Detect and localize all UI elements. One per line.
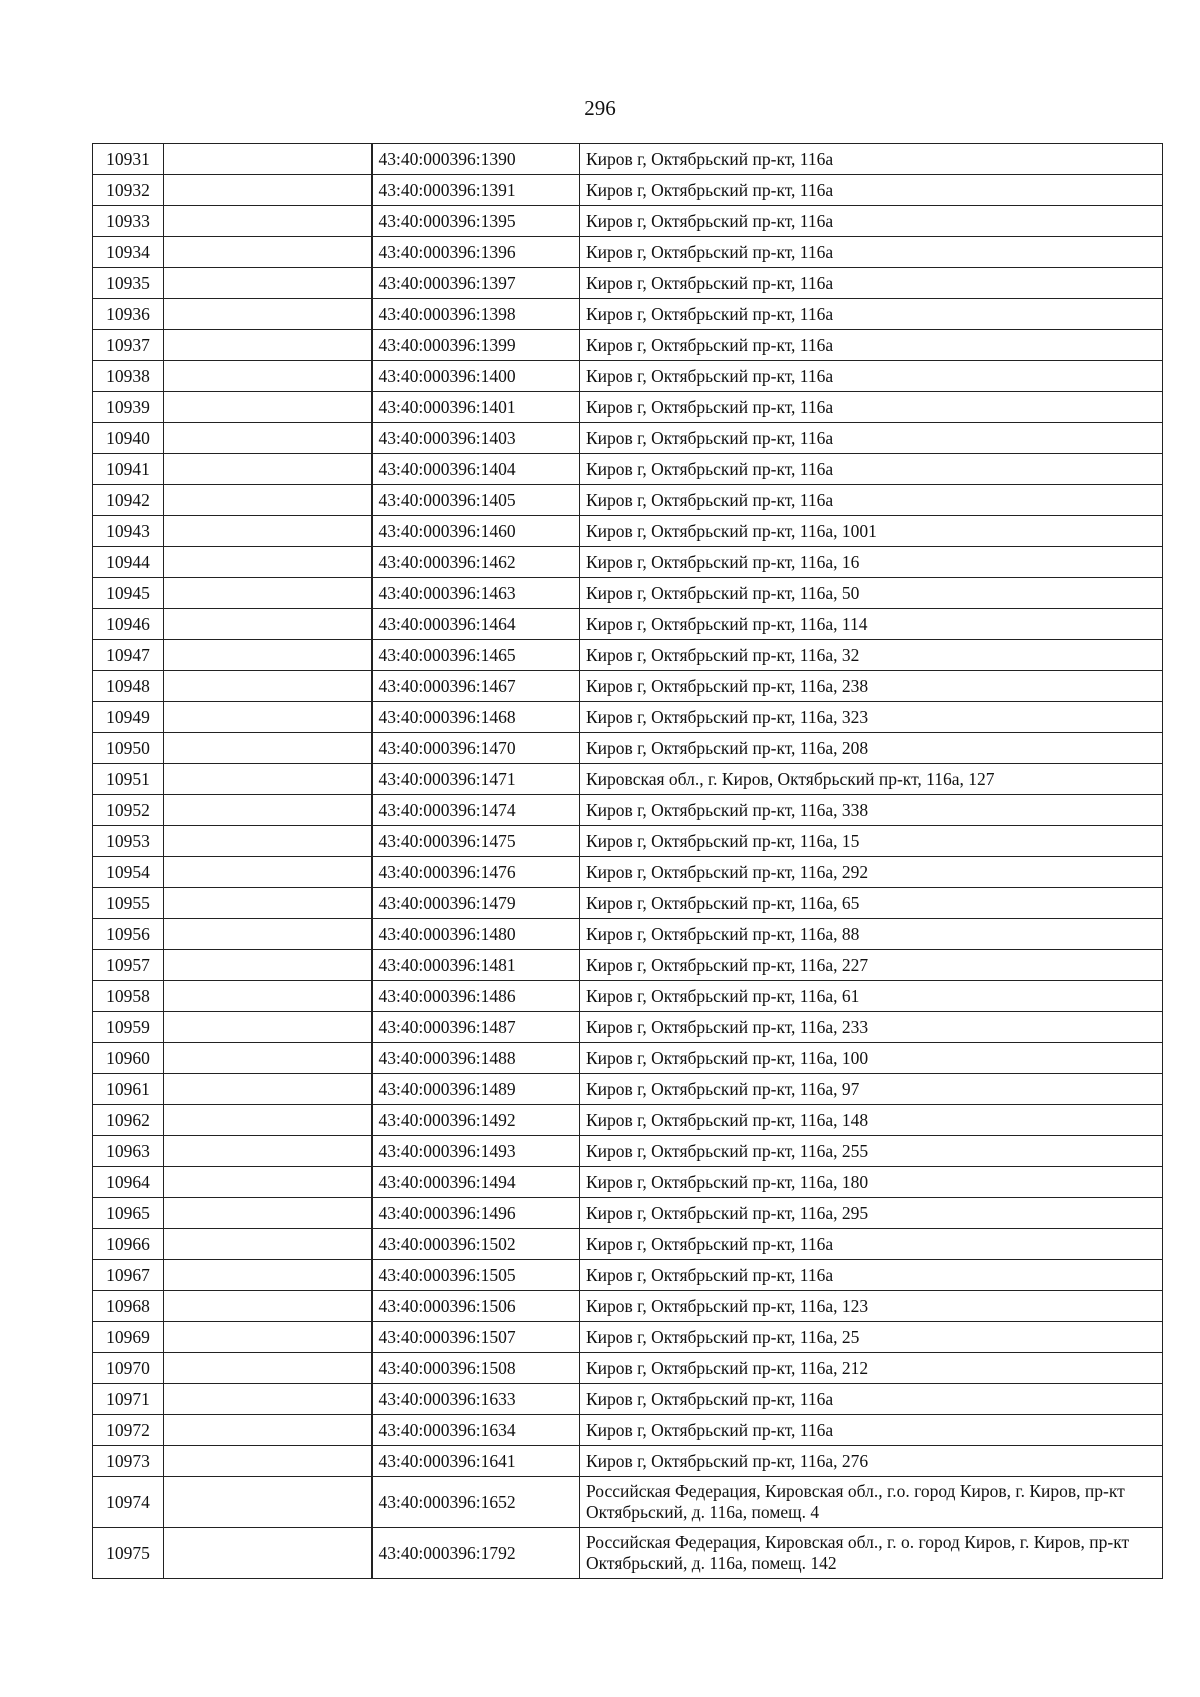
cadastral-number-cell: 43:40:000396:1476 <box>372 857 580 888</box>
address-cell: Киров г, Октябрьский пр-кт, 116а <box>580 392 1163 423</box>
table-row <box>93 1322 1163 1353</box>
table-row <box>93 392 1163 423</box>
cadastral-number-cell: 43:40:000396:1399 <box>372 330 580 361</box>
row-number-cell: 10942 <box>93 485 164 516</box>
address-cell: Киров г, Октябрьский пр-кт, 116а, 100 <box>580 1043 1163 1074</box>
address-cell: Киров г, Октябрьский пр-кт, 116а, 148 <box>580 1105 1163 1136</box>
address-cell: Киров г, Октябрьский пр-кт, 116а, 15 <box>580 826 1163 857</box>
empty-cell <box>164 1528 372 1579</box>
row-number-cell: 10952 <box>93 795 164 826</box>
empty-cell <box>164 516 372 547</box>
address-cell: Киров г, Октябрьский пр-кт, 116а <box>580 237 1163 268</box>
row-number-cell: 10957 <box>93 950 164 981</box>
table-row <box>93 1136 1163 1167</box>
address-cell: Киров г, Октябрьский пр-кт, 116а, 238 <box>580 671 1163 702</box>
cadastral-number-cell: 43:40:000396:1634 <box>372 1415 580 1446</box>
table-row <box>93 299 1163 330</box>
empty-cell <box>164 1353 372 1384</box>
row-number-cell: 10964 <box>93 1167 164 1198</box>
cadastral-number-cell: 43:40:000396:1487 <box>372 1012 580 1043</box>
address-cell: Киров г, Октябрьский пр-кт, 116а, 212 <box>580 1353 1163 1384</box>
row-number-cell: 10946 <box>93 609 164 640</box>
table-row <box>93 330 1163 361</box>
empty-cell <box>164 1384 372 1415</box>
row-number-cell: 10975 <box>93 1528 164 1579</box>
address-cell: Киров г, Октябрьский пр-кт, 116а, 50 <box>580 578 1163 609</box>
cadastral-number-cell: 43:40:000396:1405 <box>372 485 580 516</box>
address-cell: Киров г, Октябрьский пр-кт, 116а <box>580 1384 1163 1415</box>
empty-cell <box>164 671 372 702</box>
row-number-cell: 10953 <box>93 826 164 857</box>
cadastral-number-cell: 43:40:000396:1496 <box>372 1198 580 1229</box>
table-row <box>93 361 1163 392</box>
row-number-cell: 10948 <box>93 671 164 702</box>
empty-cell <box>164 795 372 826</box>
table-body <box>93 144 1163 1579</box>
empty-cell <box>164 485 372 516</box>
address-cell: Киров г, Октябрьский пр-кт, 116а, 123 <box>580 1291 1163 1322</box>
empty-cell <box>164 1229 372 1260</box>
table-row <box>93 1074 1163 1105</box>
empty-cell <box>164 299 372 330</box>
empty-cell <box>164 733 372 764</box>
empty-cell <box>164 392 372 423</box>
cadastral-number-cell: 43:40:000396:1465 <box>372 640 580 671</box>
row-number-cell: 10966 <box>93 1229 164 1260</box>
cadastral-number-cell: 43:40:000396:1471 <box>372 764 580 795</box>
table-row <box>93 1167 1163 1198</box>
table-row <box>93 919 1163 950</box>
empty-cell <box>164 1446 372 1477</box>
cadastral-number-cell: 43:40:000396:1481 <box>372 950 580 981</box>
address-cell: Киров г, Октябрьский пр-кт, 116а, 32 <box>580 640 1163 671</box>
address-cell: Киров г, Октябрьский пр-кт, 116а <box>580 206 1163 237</box>
empty-cell <box>164 857 372 888</box>
table-row <box>93 1353 1163 1384</box>
address-cell: Киров г, Октябрьский пр-кт, 116а, 233 <box>580 1012 1163 1043</box>
row-number-cell: 10938 <box>93 361 164 392</box>
table-row <box>93 826 1163 857</box>
cadastral-number-cell: 43:40:000396:1391 <box>372 175 580 206</box>
cadastral-number-cell: 43:40:000396:1475 <box>372 826 580 857</box>
cadastral-number-cell: 43:40:000396:1488 <box>372 1043 580 1074</box>
cadastral-number-cell: 43:40:000396:1492 <box>372 1105 580 1136</box>
row-number-cell: 10958 <box>93 981 164 1012</box>
address-cell: Киров г, Октябрьский пр-кт, 116а, 88 <box>580 919 1163 950</box>
cadastral-number-cell: 43:40:000396:1505 <box>372 1260 580 1291</box>
empty-cell <box>164 1136 372 1167</box>
row-number-cell: 10941 <box>93 454 164 485</box>
row-number-cell: 10947 <box>93 640 164 671</box>
row-number-cell: 10954 <box>93 857 164 888</box>
empty-cell <box>164 981 372 1012</box>
address-cell: Киров г, Октябрьский пр-кт, 116а, 227 <box>580 950 1163 981</box>
address-cell: Киров г, Октябрьский пр-кт, 116а <box>580 1260 1163 1291</box>
table-row <box>93 1291 1163 1322</box>
property-registry-table <box>92 143 1163 1579</box>
empty-cell <box>164 826 372 857</box>
row-number-cell: 10974 <box>93 1477 164 1528</box>
row-number-cell: 10965 <box>93 1198 164 1229</box>
empty-cell <box>164 609 372 640</box>
table-row <box>93 609 1163 640</box>
address-cell: Киров г, Октябрьский пр-кт, 116а <box>580 1229 1163 1260</box>
empty-cell <box>164 1167 372 1198</box>
empty-cell <box>164 1291 372 1322</box>
table-row <box>93 578 1163 609</box>
empty-cell <box>164 454 372 485</box>
table-row <box>93 423 1163 454</box>
cadastral-number-cell: 43:40:000396:1467 <box>372 671 580 702</box>
empty-cell <box>164 330 372 361</box>
row-number-cell: 10931 <box>93 144 164 175</box>
row-number-cell: 10971 <box>93 1384 164 1415</box>
address-cell: Киров г, Октябрьский пр-кт, 116а <box>580 423 1163 454</box>
row-number-cell: 10967 <box>93 1260 164 1291</box>
cadastral-number-cell: 43:40:000396:1390 <box>372 144 580 175</box>
row-number-cell: 10936 <box>93 299 164 330</box>
address-cell: Киров г, Октябрьский пр-кт, 116а, 276 <box>580 1446 1163 1477</box>
table-row <box>93 268 1163 299</box>
cadastral-number-cell: 43:40:000396:1470 <box>372 733 580 764</box>
address-cell: Киров г, Октябрьский пр-кт, 116а, 292 <box>580 857 1163 888</box>
cadastral-number-cell: 43:40:000396:1494 <box>372 1167 580 1198</box>
empty-cell <box>164 361 372 392</box>
row-number-cell: 10969 <box>93 1322 164 1353</box>
table-row <box>93 485 1163 516</box>
table-row <box>93 1012 1163 1043</box>
table-row <box>93 1229 1163 1260</box>
empty-cell <box>164 702 372 733</box>
table-row <box>93 733 1163 764</box>
cadastral-number-cell: 43:40:000396:1792 <box>372 1528 580 1579</box>
cadastral-number-cell: 43:40:000396:1464 <box>372 609 580 640</box>
address-cell: Киров г, Октябрьский пр-кт, 116а, 323 <box>580 702 1163 733</box>
table-row <box>93 1198 1163 1229</box>
table-row <box>93 640 1163 671</box>
address-cell: Киров г, Октябрьский пр-кт, 116а <box>580 268 1163 299</box>
address-cell: Киров г, Октябрьский пр-кт, 116а, 208 <box>580 733 1163 764</box>
cadastral-number-cell: 43:40:000396:1486 <box>372 981 580 1012</box>
row-number-cell: 10963 <box>93 1136 164 1167</box>
row-number-cell: 10934 <box>93 237 164 268</box>
address-cell: Киров г, Октябрьский пр-кт, 116а, 65 <box>580 888 1163 919</box>
empty-cell <box>164 1012 372 1043</box>
address-cell: Киров г, Октябрьский пр-кт, 116а, 255 <box>580 1136 1163 1167</box>
address-cell: Киров г, Октябрьский пр-кт, 116а <box>580 361 1163 392</box>
row-number-cell: 10960 <box>93 1043 164 1074</box>
cadastral-number-cell: 43:40:000396:1460 <box>372 516 580 547</box>
empty-cell <box>164 1415 372 1446</box>
table-row <box>93 454 1163 485</box>
cadastral-number-cell: 43:40:000396:1401 <box>372 392 580 423</box>
address-cell: Киров г, Октябрьский пр-кт, 116а <box>580 485 1163 516</box>
table-row <box>93 1384 1163 1415</box>
table-row <box>93 981 1163 1012</box>
cadastral-number-cell: 43:40:000396:1493 <box>372 1136 580 1167</box>
cadastral-number-cell: 43:40:000396:1641 <box>372 1446 580 1477</box>
table-row <box>93 237 1163 268</box>
empty-cell <box>164 1198 372 1229</box>
empty-cell <box>164 423 372 454</box>
table-row <box>93 1260 1163 1291</box>
empty-cell <box>164 1260 372 1291</box>
address-cell: Киров г, Октябрьский пр-кт, 116а <box>580 144 1163 175</box>
table-row <box>93 1105 1163 1136</box>
table-row <box>93 206 1163 237</box>
empty-cell <box>164 144 372 175</box>
table-row <box>93 950 1163 981</box>
address-cell: Киров г, Октябрьский пр-кт, 116а, 25 <box>580 1322 1163 1353</box>
empty-cell <box>164 206 372 237</box>
address-cell: Киров г, Октябрьский пр-кт, 116а <box>580 454 1163 485</box>
cadastral-number-cell: 43:40:000396:1502 <box>372 1229 580 1260</box>
address-cell: Киров г, Октябрьский пр-кт, 116а, 97 <box>580 1074 1163 1105</box>
cadastral-number-cell: 43:40:000396:1395 <box>372 206 580 237</box>
row-number-cell: 10937 <box>93 330 164 361</box>
row-number-cell: 10935 <box>93 268 164 299</box>
empty-cell <box>164 950 372 981</box>
row-number-cell: 10932 <box>93 175 164 206</box>
cadastral-number-cell: 43:40:000396:1506 <box>372 1291 580 1322</box>
row-number-cell: 10973 <box>93 1446 164 1477</box>
empty-cell <box>164 640 372 671</box>
table-row <box>93 702 1163 733</box>
table-row <box>93 516 1163 547</box>
empty-cell <box>164 764 372 795</box>
cadastral-number-cell: 43:40:000396:1398 <box>372 299 580 330</box>
table-row <box>93 144 1163 175</box>
empty-cell <box>164 237 372 268</box>
row-number-cell: 10955 <box>93 888 164 919</box>
address-cell: Российская Федерация, Кировская обл., г. о. город Киров, г. Киров, пр-кт Октябрьский, д. 116а, помещ. 142 <box>580 1528 1163 1579</box>
row-number-cell: 10972 <box>93 1415 164 1446</box>
address-cell: Киров г, Октябрьский пр-кт, 116а <box>580 1415 1163 1446</box>
empty-cell <box>164 919 372 950</box>
empty-cell <box>164 547 372 578</box>
cadastral-number-cell: 43:40:000396:1633 <box>372 1384 580 1415</box>
address-cell: Киров г, Октябрьский пр-кт, 116а, 295 <box>580 1198 1163 1229</box>
address-cell: Российская Федерация, Кировская обл., г.о. город Киров, г. Киров, пр-кт Октябрьский, д. 116а, помещ. 4 <box>580 1477 1163 1528</box>
empty-cell <box>164 268 372 299</box>
row-number-cell: 10945 <box>93 578 164 609</box>
row-number-cell: 10968 <box>93 1291 164 1322</box>
address-cell: Киров г, Октябрьский пр-кт, 116а <box>580 299 1163 330</box>
table-row <box>93 1446 1163 1477</box>
address-cell: Киров г, Октябрьский пр-кт, 116а <box>580 175 1163 206</box>
table-row <box>93 1043 1163 1074</box>
table-row <box>93 1528 1163 1579</box>
empty-cell <box>164 175 372 206</box>
row-number-cell: 10949 <box>93 702 164 733</box>
row-number-cell: 10933 <box>93 206 164 237</box>
row-number-cell: 10943 <box>93 516 164 547</box>
cadastral-number-cell: 43:40:000396:1404 <box>372 454 580 485</box>
table-row <box>93 547 1163 578</box>
empty-cell <box>164 1074 372 1105</box>
cadastral-number-cell: 43:40:000396:1474 <box>372 795 580 826</box>
row-number-cell: 10970 <box>93 1353 164 1384</box>
address-cell: Киров г, Октябрьский пр-кт, 116а, 338 <box>580 795 1163 826</box>
row-number-cell: 10951 <box>93 764 164 795</box>
row-number-cell: 10956 <box>93 919 164 950</box>
cadastral-number-cell: 43:40:000396:1397 <box>372 268 580 299</box>
address-cell: Киров г, Октябрьский пр-кт, 116а <box>580 330 1163 361</box>
cadastral-number-cell: 43:40:000396:1468 <box>372 702 580 733</box>
cadastral-number-cell: 43:40:000396:1489 <box>372 1074 580 1105</box>
page-number: 296 <box>584 96 616 120</box>
row-number-cell: 10939 <box>93 392 164 423</box>
empty-cell <box>164 1322 372 1353</box>
cadastral-number-cell: 43:40:000396:1400 <box>372 361 580 392</box>
cadastral-number-cell: 43:40:000396:1403 <box>372 423 580 454</box>
cadastral-number-cell: 43:40:000396:1479 <box>372 888 580 919</box>
empty-cell <box>164 888 372 919</box>
empty-cell <box>164 1043 372 1074</box>
empty-cell <box>164 578 372 609</box>
table-row <box>93 795 1163 826</box>
table-row <box>93 1477 1163 1528</box>
cadastral-number-cell: 43:40:000396:1480 <box>372 919 580 950</box>
row-number-cell: 10961 <box>93 1074 164 1105</box>
table-row <box>93 764 1163 795</box>
row-number-cell: 10940 <box>93 423 164 454</box>
table-row <box>93 888 1163 919</box>
table-row <box>93 857 1163 888</box>
address-cell: Киров г, Октябрьский пр-кт, 116а, 1001 <box>580 516 1163 547</box>
table-row <box>93 1415 1163 1446</box>
empty-cell <box>164 1105 372 1136</box>
address-cell: Киров г, Октябрьский пр-кт, 116а, 16 <box>580 547 1163 578</box>
cadastral-number-cell: 43:40:000396:1508 <box>372 1353 580 1384</box>
table-row <box>93 175 1163 206</box>
cadastral-number-cell: 43:40:000396:1396 <box>372 237 580 268</box>
cadastral-number-cell: 43:40:000396:1507 <box>372 1322 580 1353</box>
row-number-cell: 10962 <box>93 1105 164 1136</box>
empty-cell <box>164 1477 372 1528</box>
address-cell: Кировская обл., г. Киров, Октябрьский пр-кт, 116а, 127 <box>580 764 1163 795</box>
address-cell: Киров г, Октябрьский пр-кт, 116а, 180 <box>580 1167 1163 1198</box>
table-row <box>93 671 1163 702</box>
row-number-cell: 10959 <box>93 1012 164 1043</box>
row-number-cell: 10950 <box>93 733 164 764</box>
address-cell: Киров г, Октябрьский пр-кт, 116а, 61 <box>580 981 1163 1012</box>
cadastral-number-cell: 43:40:000396:1463 <box>372 578 580 609</box>
address-cell: Киров г, Октябрьский пр-кт, 116а, 114 <box>580 609 1163 640</box>
row-number-cell: 10944 <box>93 547 164 578</box>
cadastral-number-cell: 43:40:000396:1652 <box>372 1477 580 1528</box>
cadastral-number-cell: 43:40:000396:1462 <box>372 547 580 578</box>
